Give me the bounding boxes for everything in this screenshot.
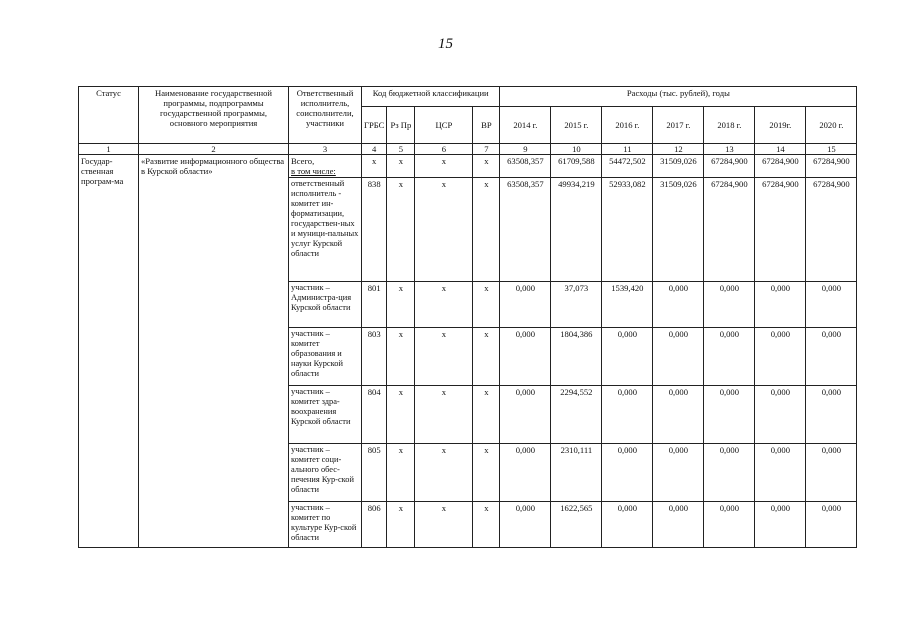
value-cell: 0,000 bbox=[653, 328, 704, 386]
program-status: Государ-ственная програм-ма bbox=[79, 155, 139, 548]
header-status: Статус bbox=[79, 87, 139, 144]
value-cell: 0,000 bbox=[602, 444, 653, 502]
value-cell: 0,000 bbox=[653, 444, 704, 502]
column-number: 15 bbox=[806, 144, 857, 155]
vr-cell: x bbox=[473, 386, 500, 444]
value-cell: 0,000 bbox=[806, 328, 857, 386]
csr-cell: x bbox=[415, 444, 473, 502]
value-cell: 63508,357 bbox=[500, 155, 551, 178]
value-cell: 0,000 bbox=[755, 328, 806, 386]
vr-cell: x bbox=[473, 502, 500, 548]
header-year: 2019г. bbox=[755, 107, 806, 144]
value-cell: 1539,420 bbox=[602, 282, 653, 328]
column-number: 5 bbox=[387, 144, 415, 155]
total-label: Всего, bbox=[291, 156, 315, 166]
csr-cell: x bbox=[415, 328, 473, 386]
value-cell: 67284,900 bbox=[704, 178, 755, 282]
value-cell: 0,000 bbox=[704, 386, 755, 444]
rzpr-cell: x bbox=[387, 502, 415, 548]
value-cell: 0,000 bbox=[602, 328, 653, 386]
value-cell: 0,000 bbox=[500, 282, 551, 328]
rzpr-cell: x bbox=[387, 155, 415, 178]
column-number-row bbox=[79, 144, 857, 155]
value-cell: 0,000 bbox=[653, 282, 704, 328]
value-cell: 49934,219 bbox=[551, 178, 602, 282]
column-number: 12 bbox=[653, 144, 704, 155]
value-cell: 61709,588 bbox=[551, 155, 602, 178]
rzpr-cell: x bbox=[387, 386, 415, 444]
csr-cell: x bbox=[415, 178, 473, 282]
column-number: 14 bbox=[755, 144, 806, 155]
responsible-cell: участник – комитет соци-ального обес-печения Кур-ской области bbox=[289, 444, 362, 502]
grbs-cell: 803 bbox=[362, 328, 387, 386]
value-cell: 0,000 bbox=[704, 444, 755, 502]
header-code-vr: ВР bbox=[473, 107, 500, 144]
responsible-cell: участник – комитет здра-воохранения Курской области bbox=[289, 386, 362, 444]
vr-cell: x bbox=[473, 444, 500, 502]
header-year: 2014 г. bbox=[500, 107, 551, 144]
value-cell: 67284,900 bbox=[806, 178, 857, 282]
grbs-cell: 801 bbox=[362, 282, 387, 328]
value-cell: 0,000 bbox=[755, 502, 806, 548]
header-year: 2018 г. bbox=[704, 107, 755, 144]
responsible-cell: участник – комитет образования и науки Курской области bbox=[289, 328, 362, 386]
header-code-rzpr: Рз Пр bbox=[387, 107, 415, 144]
value-cell: 0,000 bbox=[602, 386, 653, 444]
value-cell: 0,000 bbox=[653, 386, 704, 444]
value-cell: 31509,026 bbox=[653, 178, 704, 282]
grbs-cell: 838 bbox=[362, 178, 387, 282]
budget-table bbox=[78, 86, 857, 548]
value-cell: 0,000 bbox=[806, 386, 857, 444]
column-number: 9 bbox=[500, 144, 551, 155]
vr-cell: x bbox=[473, 328, 500, 386]
grbs-cell: x bbox=[362, 155, 387, 178]
value-cell: 0,000 bbox=[500, 502, 551, 548]
value-cell: 0,000 bbox=[806, 444, 857, 502]
value-cell: 54472,502 bbox=[602, 155, 653, 178]
responsible-cell: участник – комитет по культуре Кур-ской области bbox=[289, 502, 362, 548]
responsible-cell bbox=[289, 155, 362, 178]
rzpr-cell: x bbox=[387, 444, 415, 502]
program-name: «Развитие информационного общества в Курской области» bbox=[139, 155, 289, 548]
csr-cell: x bbox=[415, 502, 473, 548]
column-number: 7 bbox=[473, 144, 500, 155]
header-code-csr: ЦСР bbox=[415, 107, 473, 144]
column-number: 2 bbox=[139, 144, 289, 155]
responsible-cell: участник – Администра-ция Курской области bbox=[289, 282, 362, 328]
table-row-total bbox=[79, 155, 857, 178]
column-number: 6 bbox=[415, 144, 473, 155]
responsible-cell: ответственный исполнитель - комитет ин-форматизации, государствен-ных и муници-пальных услуг Курской области bbox=[289, 178, 362, 282]
value-cell: 0,000 bbox=[500, 328, 551, 386]
header-year: 2017 г. bbox=[653, 107, 704, 144]
header-budget-code: Код бюджетной классификации bbox=[362, 87, 500, 107]
value-cell: 0,000 bbox=[755, 386, 806, 444]
value-cell: 2310,111 bbox=[551, 444, 602, 502]
column-number: 3 bbox=[289, 144, 362, 155]
grbs-cell: 804 bbox=[362, 386, 387, 444]
value-cell: 0,000 bbox=[500, 444, 551, 502]
vr-cell: x bbox=[473, 282, 500, 328]
header-expenses: Расходы (тыс. рублей), годы bbox=[500, 87, 857, 107]
column-number: 10 bbox=[551, 144, 602, 155]
csr-cell: x bbox=[415, 386, 473, 444]
value-cell: 0,000 bbox=[704, 502, 755, 548]
value-cell: 67284,900 bbox=[755, 178, 806, 282]
csr-cell: x bbox=[415, 282, 473, 328]
csr-cell: x bbox=[415, 155, 473, 178]
column-number: 4 bbox=[362, 144, 387, 155]
value-cell: 1804,386 bbox=[551, 328, 602, 386]
value-cell: 67284,900 bbox=[806, 155, 857, 178]
value-cell: 0,000 bbox=[653, 502, 704, 548]
rzpr-cell: x bbox=[387, 178, 415, 282]
value-cell: 1622,565 bbox=[551, 502, 602, 548]
header-year: 2015 г. bbox=[551, 107, 602, 144]
value-cell: 0,000 bbox=[755, 444, 806, 502]
value-cell: 0,000 bbox=[755, 282, 806, 328]
value-cell: 52933,082 bbox=[602, 178, 653, 282]
rzpr-cell: x bbox=[387, 282, 415, 328]
header-year: 2020 г. bbox=[806, 107, 857, 144]
column-number: 1 bbox=[79, 144, 139, 155]
header-code-grbs: ГРБС bbox=[362, 107, 387, 144]
value-cell: 0,000 bbox=[602, 502, 653, 548]
value-cell: 31509,026 bbox=[653, 155, 704, 178]
header-responsible: Ответственный исполнитель, соисполнители, участники bbox=[289, 87, 362, 144]
header-year: 2016 г. bbox=[602, 107, 653, 144]
grbs-cell: 805 bbox=[362, 444, 387, 502]
vr-cell: x bbox=[473, 178, 500, 282]
value-cell: 0,000 bbox=[500, 386, 551, 444]
value-cell: 63508,357 bbox=[500, 178, 551, 282]
value-cell: 0,000 bbox=[806, 282, 857, 328]
column-number: 13 bbox=[704, 144, 755, 155]
total-sublabel: в том числе: bbox=[291, 166, 336, 176]
value-cell: 2294,552 bbox=[551, 386, 602, 444]
rzpr-cell: x bbox=[387, 328, 415, 386]
value-cell: 0,000 bbox=[704, 328, 755, 386]
value-cell: 0,000 bbox=[806, 502, 857, 548]
value-cell: 67284,900 bbox=[755, 155, 806, 178]
value-cell: 67284,900 bbox=[704, 155, 755, 178]
column-number: 11 bbox=[602, 144, 653, 155]
page-number: 15 bbox=[438, 36, 453, 52]
grbs-cell: 806 bbox=[362, 502, 387, 548]
value-cell: 37,073 bbox=[551, 282, 602, 328]
vr-cell: x bbox=[473, 155, 500, 178]
value-cell: 0,000 bbox=[704, 282, 755, 328]
header-name: Наименование государственной программы, подпрограммы государственной программы, основного мероприятия bbox=[139, 87, 289, 144]
